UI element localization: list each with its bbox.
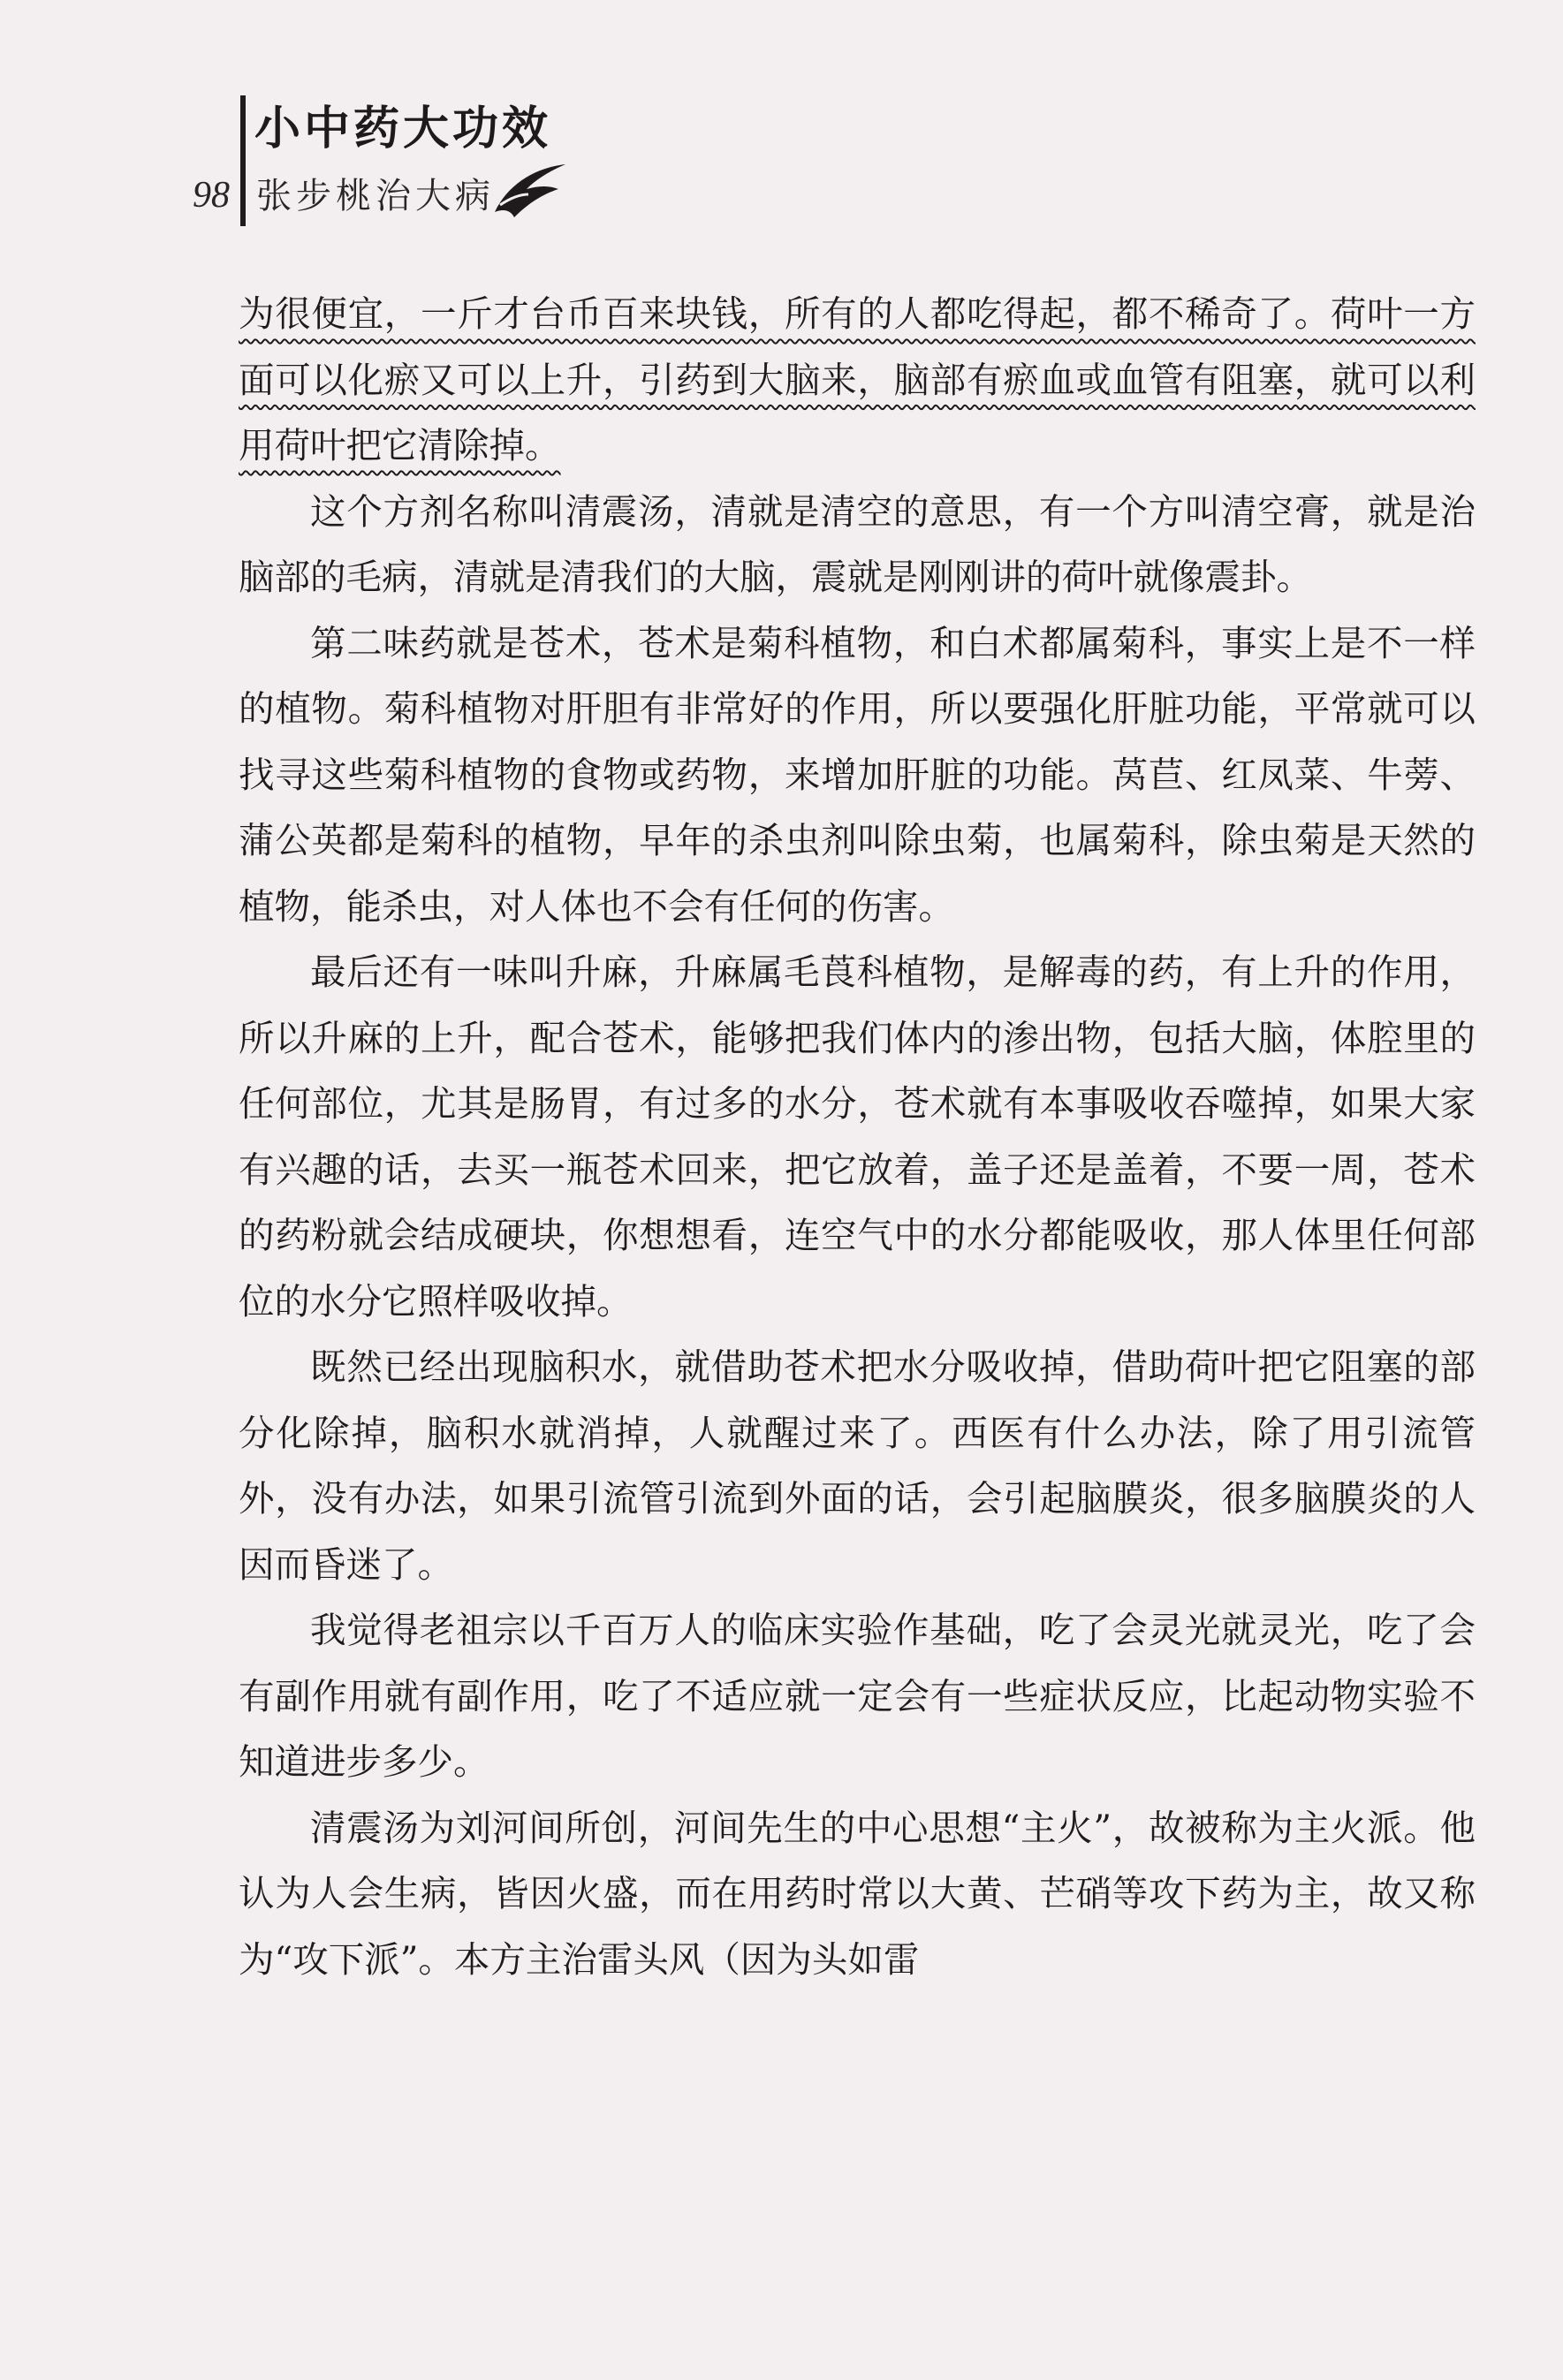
page-body [239,281,1476,1992]
brush-stroke-icon [488,159,573,223]
paragraph: 既然已经出现脑积水，就借助苍术把水分吸收掉，借助荷叶把它阻塞的部分化除掉，脑积水就消掉，人就醒过来了。西医有什么办法，除了用引流管外，没有办法，如果引流管引流到外面的话，会引起脑膜炎，很多脑膜炎的人因而昏迷了。 [239,1345,1476,1586]
header-divider [240,95,246,226]
paragraph: 最后还有一味叫升麻，升麻属毛莨科植物，是解毒的药，有上升的作用，所以升麻的上升，配合苍术，能够把我们体内的渗出物，包括大脑，体腔里的任何部位，尤其是肠胃，有过多的水分，苍术就有本事吸收吞噬掉，如果大家有兴趣的话，去买一瓶苍术回来，把它放着，盖子还是盖着，不要一周，苍术的药粉就会结成硬块，你想想看，连空气中的水分都能吸收，那人体里任何部位的水分它照样吸收掉。 [239,951,1476,1323]
paragraph: 清震汤为刘河间所创，河间先生的中心思想“主火”，故被称为主火派。他认为人会生病，皆因火盛，而在用药时常以大黄、芒硝等攻下药为主，故又称为“攻下派”。本方主治雷头风（因为头如雷 [239,1806,1476,1981]
paragraph: 这个方剂名称叫清震汤，清就是清空的意思，有一个方叫清空膏，就是治脑部的毛病，清就是清我们的大脑，震就是刚刚讲的荷叶就像震卦。 [239,489,1476,598]
paragraph: 我觉得老祖宗以千百万人的临床实验作基础，吃了会灵光就灵光，吃了会有副作用就有副作用，吃了不适应就一定会有一些症状反应，比起动物实验不知道进步多少。 [239,1609,1476,1783]
book-title: 小中药大功效 [254,102,552,155]
paragraph: 为很便宜，一斤才台币百来块钱，所有的人都吃得起，都不稀奇了。荷叶一方面可以化瘀又可以上升，引药到大脑来，脑部有瘀血或血管有阻塞，就可以利用荷叶把它清除掉。 [239,292,1476,466]
page-number: 98 [193,175,230,216]
page-header [159,95,654,228]
book-subtitle: 张步桃治大病 [256,176,495,216]
paragraph: 第二味药就是苍术，苍术是菊科植物，和白术都属菊科，事实上是不一样的植物。菊科植物对肝胆有非常好的作用，所以要强化肝脏功能，平常就可以找寻这些菊科植物的食物或药物，来增加肝脏的功能。莴苣、红凤菜、牛蒡、蒲公英都是菊科的植物，早年的杀虫剂叫除虫菊，也属菊科，除虫菊是天然的植物，能杀虫，对人体也不会有任何的伤害。 [239,621,1476,928]
